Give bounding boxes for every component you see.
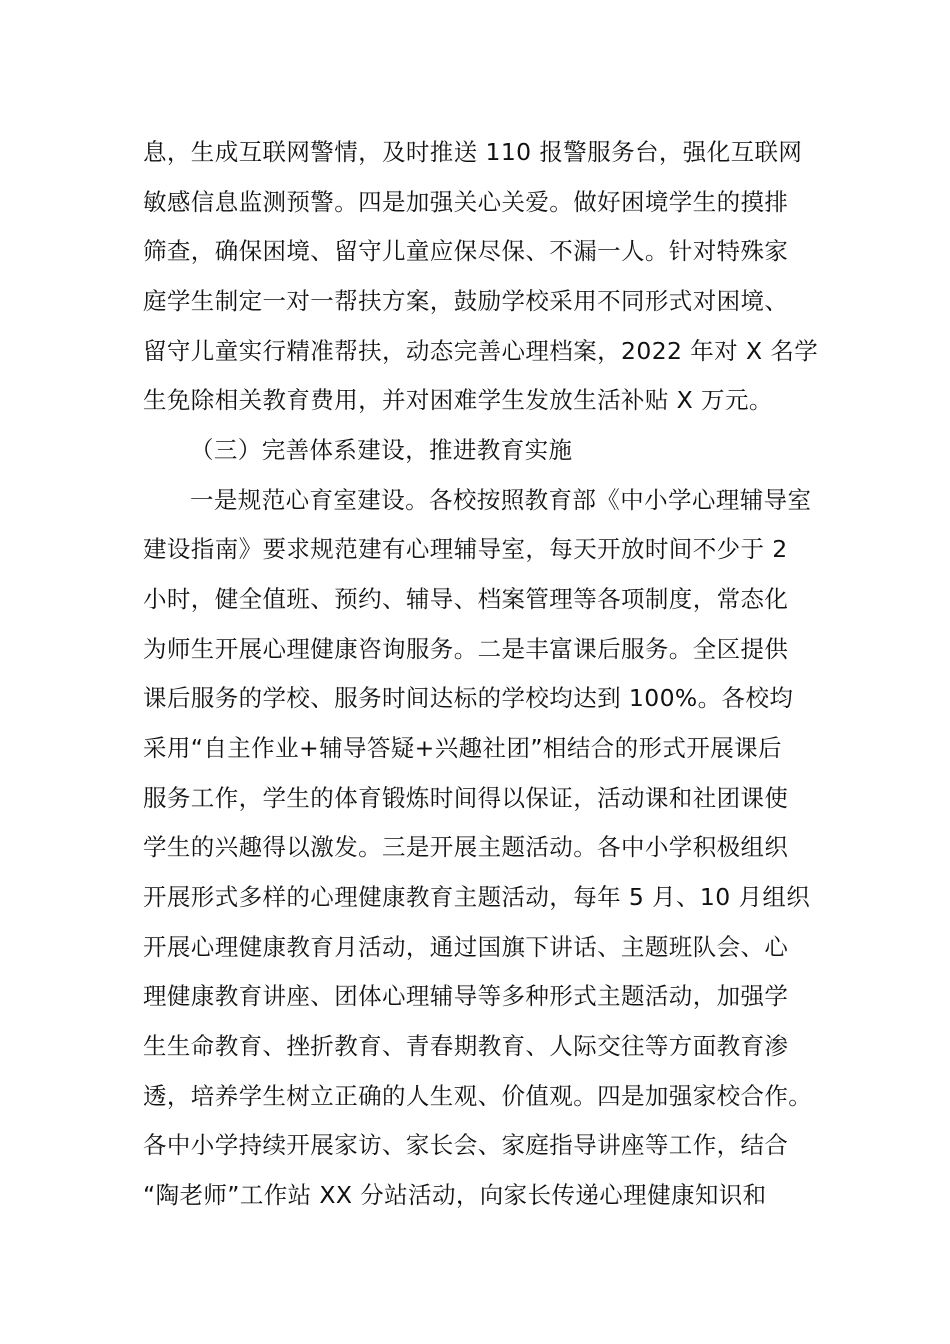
- paragraph-line: 筛查，确保困境、留守儿童应保尽保、不漏一人。针对特殊家: [143, 237, 789, 265]
- paragraph-line: 透，培养学生树立正确的人生观、价值观。四是加强家校合作。: [143, 1082, 813, 1110]
- paragraph-line: 小时，健全值班、预约、辅导、档案管理等各项制度，常态化: [143, 585, 789, 613]
- paragraph-line: 留守儿童实行精准帮扶，动态完善心理档案，2022 年对 X 名学: [143, 337, 819, 365]
- paragraph-line: 庭学生制定一对一帮扶方案，鼓励学校采用不同形式对困境、: [143, 287, 789, 315]
- paragraph-line: 生免除相关教育费用，并对困难学生发放生活补贴 X 万元。: [143, 386, 773, 414]
- paragraph-line: 敏感信息监测预警。四是加强关心关爱。做好困境学生的摸排: [143, 188, 789, 216]
- paragraph-line: 学生的兴趣得以激发。三是开展主题活动。各中小学积极组织: [143, 833, 789, 861]
- paragraph-line: 开展心理健康教育月活动，通过国旗下讲话、主题班队会、心: [143, 933, 789, 961]
- paragraph-line: 理健康教育讲座、团体心理辅导等多种形式主题活动，加强学: [143, 982, 789, 1010]
- paragraph-line: 各中小学持续开展家访、家长会、家庭指导讲座等工作，结合: [143, 1131, 789, 1159]
- paragraph-line: 一是规范心育室建设。各校按照教育部《中小学心理辅导室: [190, 486, 812, 514]
- paragraph-line: 开展形式多样的心理健康教育主题活动，每年 5 月、10 月组织: [143, 883, 811, 911]
- paragraph-line: 建设指南》要求规范建有心理辅导室，每天开放时间不少于 2: [143, 535, 788, 563]
- paragraph-line: 生生命教育、挫折教育、青春期教育、人际交往等方面教育渗: [143, 1032, 789, 1060]
- paragraph-line: “陶老师”工作站 XX 分站活动，向家长传递心理健康知识和: [143, 1181, 767, 1209]
- paragraph-line: 采用“自主作业+辅导答疑+兴趣社团”相结合的形式开展课后: [143, 734, 782, 762]
- section-heading: （三）完善体系建设，推进教育实施: [190, 436, 573, 464]
- paragraph-line: 课后服务的学校、服务时间达标的学校均达到 100%。各校均: [143, 684, 794, 712]
- paragraph-line: 服务工作，学生的体育锻炼时间得以保证，活动课和社团课使: [143, 784, 789, 812]
- paragraph-line: 息，生成互联网警情，及时推送 110 报警服务台，强化互联网: [143, 138, 803, 166]
- paragraph-line: 为师生开展心理健康咨询服务。二是丰富课后服务。全区提供: [143, 635, 789, 663]
